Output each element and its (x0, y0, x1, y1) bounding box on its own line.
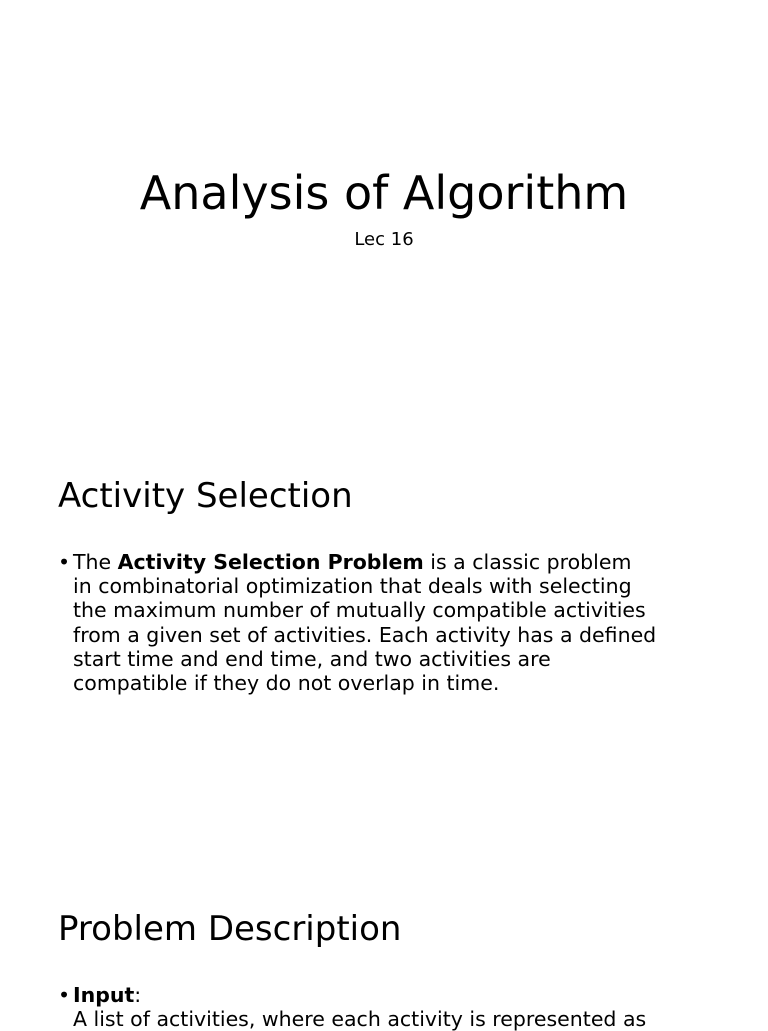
bullet-line-4: from a given set of activities. Each activity has a defined (73, 622, 657, 647)
activity-selection-slide (0, 432, 768, 864)
bullet-line-6: compatible if they do not overlap in time. (73, 671, 500, 696)
bullet-line-2: A list of activities, where each activity is represented as (73, 1007, 647, 1031)
bullet-line-1 (73, 983, 718, 1007)
presentation-title: Analysis of Algorithm (139, 166, 629, 220)
bullet-text (73, 550, 718, 695)
bullet-line-3: the maximum number of mutually compatible activities (73, 598, 646, 623)
problem-description-slide (0, 864, 768, 1031)
bullet-line-1 (73, 550, 718, 574)
title-slide (0, 0, 768, 432)
section-heading-problem-description: Problem Description (58, 909, 402, 949)
bullet-activity-selection-definition (58, 550, 718, 695)
bullet-line-5: start time and end time, and two activities are (73, 646, 551, 671)
bullet-prefix: The (73, 550, 118, 574)
bullet-line-1-rest: is a classic problem (423, 550, 632, 574)
bullet-dot: • (58, 983, 71, 1007)
bullet-dot: • (58, 550, 71, 574)
section-heading-activity-selection: Activity Selection (58, 476, 353, 516)
bold-term-input: Input (73, 983, 135, 1007)
lecture-subtitle: Lec 16 (354, 229, 414, 250)
bullet-line-2: in combinatorial optimization that deals with selecting (73, 574, 632, 599)
bold-term: Activity Selection Problem (117, 550, 424, 574)
input-colon: : (134, 983, 142, 1007)
